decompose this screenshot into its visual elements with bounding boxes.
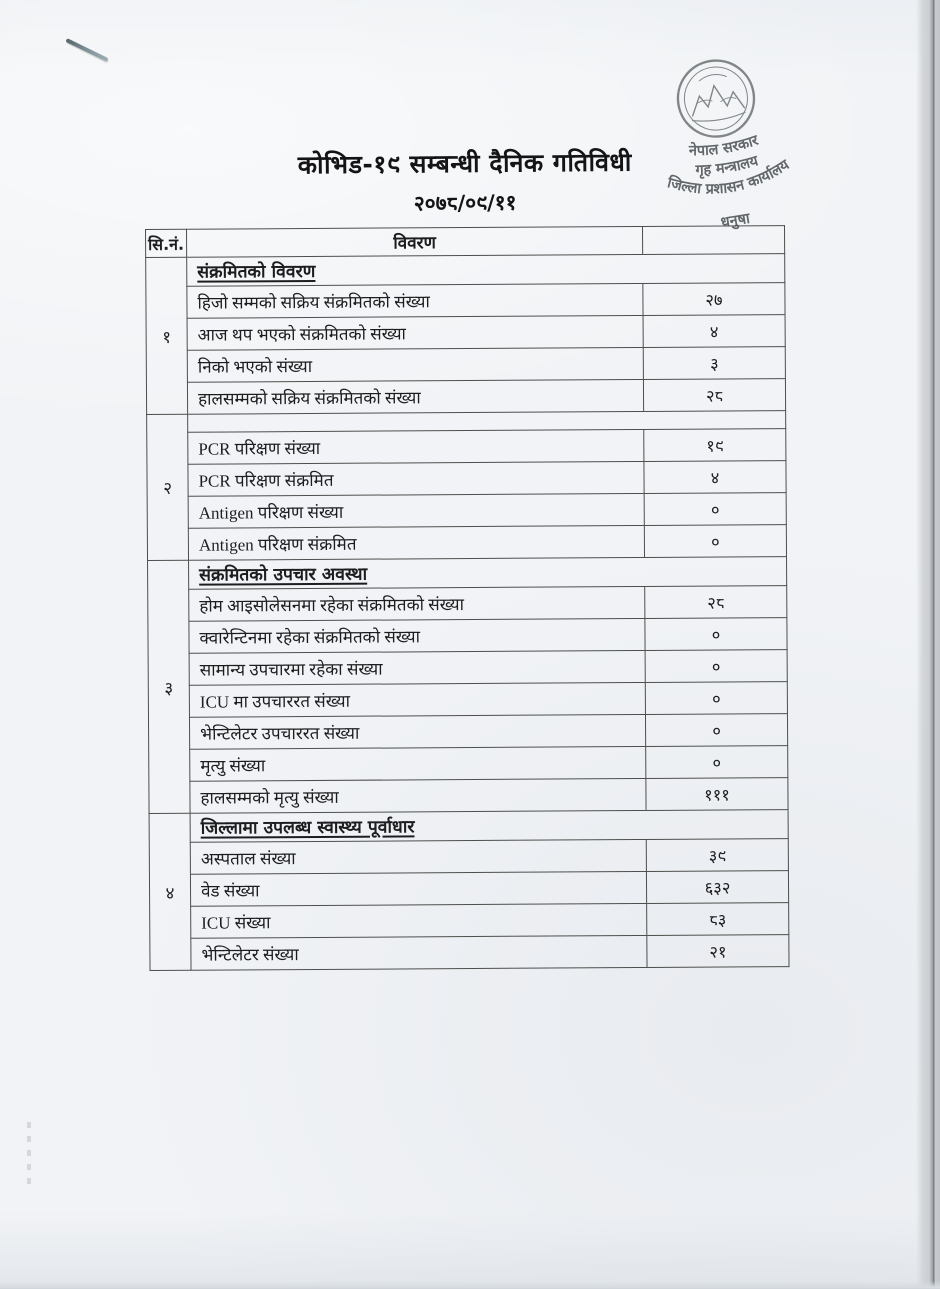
table-header-row: [146, 226, 785, 258]
row-label: होम आइसोलेसनमा रहेका संक्रमितको संख्या: [189, 586, 645, 621]
document-date: २०७८/०९/११: [413, 190, 517, 216]
row-label: निको भएको संख्या: [187, 347, 643, 382]
report-table-wrapper: [145, 225, 789, 971]
table-row: [149, 746, 788, 782]
row-value: ४: [644, 461, 786, 494]
stamp-line-ministry: गृह मन्त्रालय: [695, 153, 761, 179]
section-number: १: [146, 257, 188, 414]
stamp-line-district: धनुषा: [719, 210, 751, 232]
row-label: हालसम्मको सक्रिय संक्रमितको संख्या: [187, 379, 643, 414]
column-header-sn: सि.नं.: [146, 229, 187, 257]
left-edge-smudge: [27, 1122, 31, 1186]
table-row: [147, 429, 786, 465]
table-row: [149, 871, 788, 907]
stamp-emblem-icon: [672, 55, 759, 142]
row-label: Antigen परिक्षण संख्या: [188, 493, 644, 528]
row-value: ०: [646, 746, 788, 779]
table-row: [150, 935, 789, 971]
row-value: ०: [644, 525, 786, 558]
row-label: भेन्टिलेटर संख्या: [191, 935, 647, 970]
column-header-value: [642, 226, 784, 255]
table-row: [146, 315, 785, 351]
row-label: ICU संख्या: [191, 903, 647, 938]
row-value: ४: [643, 315, 785, 348]
table-row: [147, 493, 786, 529]
table-row: [146, 347, 785, 383]
scanner-edge-bottom: [0, 1281, 940, 1289]
table-row: [149, 839, 788, 875]
table-row: [147, 525, 786, 561]
row-value: २८: [645, 586, 787, 619]
table-row: [148, 618, 787, 654]
table-row: [146, 283, 785, 319]
row-value: ८३: [647, 903, 789, 936]
row-label: वेड संख्या: [190, 871, 646, 906]
row-label: PCR परिक्षण संक्रमित: [188, 461, 644, 496]
staple-mark: [65, 38, 108, 62]
row-label: भेन्टिलेटर उपचाररत संख्या: [189, 714, 645, 749]
row-value: ३९: [646, 839, 788, 872]
document-title: कोभिड-१९ सम्बन्धी दैनिक गतिविधी: [297, 147, 632, 180]
column-header-details: विवरण: [187, 226, 643, 257]
row-value: ६३२: [646, 871, 788, 904]
row-value: ०: [645, 618, 787, 651]
table-row: [148, 682, 787, 718]
row-label: अस्पताल संख्या: [190, 839, 646, 874]
row-label: PCR परिक्षण संख्या: [188, 429, 644, 464]
covid-report-table: [145, 225, 790, 971]
section-heading: जिल्लामा उपलब्ध स्वास्थ्य पूर्वाधार: [190, 810, 788, 843]
row-label: मृत्यु संख्या: [190, 746, 646, 781]
table-row: [148, 714, 787, 750]
row-label: क्वारेन्टिनमा रहेका संक्रमितको संख्या: [189, 618, 645, 653]
row-label: सामान्य उपचारमा रहेका संख्या: [189, 650, 645, 685]
table-row: [147, 461, 786, 497]
table-row: [149, 778, 788, 814]
row-label: हालसम्मको मृत्यु संख्या: [190, 778, 646, 813]
row-value: ३: [643, 347, 785, 380]
stamp-text: [658, 126, 801, 240]
row-value: ०: [645, 714, 787, 747]
section-heading-row: [148, 557, 787, 590]
official-stamp: [609, 35, 838, 250]
row-label: हिजो सम्मको सक्रिय संक्रमितको संख्या: [187, 283, 643, 318]
row-label: ICU मा उपचाररत संख्या: [189, 682, 645, 717]
section-heading: संक्रमितको विवरण: [187, 254, 785, 287]
stamp-line-government: नेपाल सरकार: [688, 132, 761, 160]
row-value: १९: [644, 429, 786, 462]
section-number: २: [147, 414, 189, 560]
row-label: आज थप भएको संक्रमितको संख्या: [187, 315, 643, 350]
row-label: Antigen परिक्षण संक्रमित: [188, 525, 644, 560]
row-value: ०: [644, 493, 786, 526]
row-value: २१: [647, 935, 789, 968]
table-row: [146, 379, 785, 415]
row-value: १११: [646, 778, 788, 811]
row-value: २७: [643, 283, 785, 316]
section-number: ४: [149, 813, 191, 970]
scanner-edge-right: [916, 0, 940, 1289]
stamp-line-office: जिल्ला प्रशासन कार्यालय: [665, 157, 793, 198]
table-row: [150, 903, 789, 939]
section-number: ३: [148, 560, 191, 813]
table-row: [148, 586, 787, 622]
row-value: ०: [645, 650, 787, 683]
section-heading-row: [149, 810, 788, 843]
row-value: २८: [643, 379, 785, 412]
table-row: [148, 650, 787, 686]
row-value: ०: [645, 682, 787, 715]
section-heading-row: [146, 254, 785, 287]
section-heading: संक्रमितको उपचार अवस्था: [189, 557, 787, 590]
